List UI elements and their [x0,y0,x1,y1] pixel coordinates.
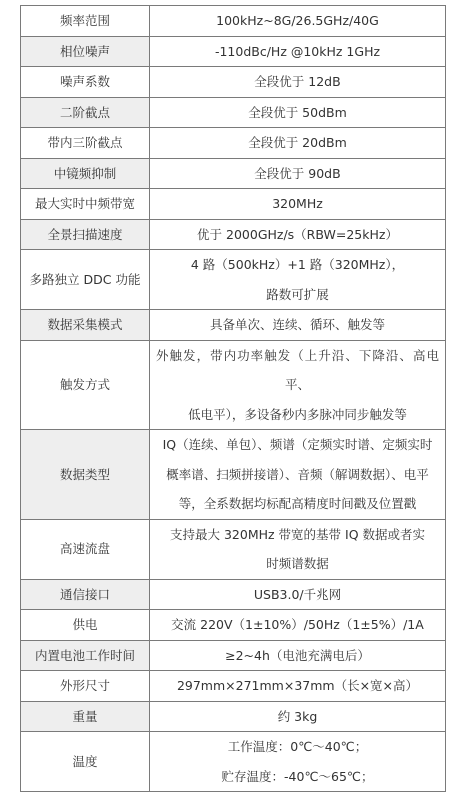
spec-label: 温度 [21,732,150,792]
spec-row [21,340,446,430]
spec-label: 多路独立 DDC 功能 [21,250,150,310]
spec-label: 噪声系数 [21,67,150,98]
spec-row [21,430,446,520]
spec-value [150,97,446,128]
spec-row [21,97,446,128]
spec-value-line: 时频谱数据 [266,556,329,571]
spec-row [21,36,446,67]
spec-label: 高速流盘 [21,519,150,579]
spec-value-line: 外触发，带内功率触发（上升沿、下降沿、高电平、 [156,347,439,392]
spec-value [150,340,446,430]
spec-label: 中镜频抑制 [21,158,150,189]
spec-row [21,640,446,671]
spec-label: 触发方式 [21,340,150,430]
spec-table [20,5,446,792]
spec-value-line: 全段优于 90dB [254,165,341,181]
spec-value [150,189,446,220]
spec-label: 重量 [21,701,150,732]
spec-label: 带内三阶截点 [21,128,150,159]
spec-value-line: 全段优于 12dB [254,74,341,89]
spec-label: 通信接口 [21,579,150,610]
spec-row [21,519,446,579]
spec-value [150,701,446,732]
spec-label: 数据类型 [21,430,150,520]
spec-row [21,250,446,310]
spec-row [21,610,446,641]
spec-row [21,310,446,341]
spec-value-line: IQ（连续、单包）、频谱（定频实时谱、定频实时 [162,437,433,452]
spec-row [21,671,446,702]
spec-value [150,640,446,671]
spec-value [150,6,446,37]
spec-value [150,430,446,520]
spec-value-line: USB3.0/千兆网 [253,586,342,602]
spec-row [21,6,446,37]
spec-value-line: 支持最大 320MHz 带宽的基带 IQ 数据或者实 [169,526,426,542]
spec-value-line: 工作温度：0℃～40℃； [227,739,368,754]
spec-row [21,701,446,732]
spec-value-line: -110dBc/Hz @10kHz 1GHz [214,43,381,59]
spec-value [150,671,446,702]
spec-value-line: 低电平），多设备秒内多脉冲同步触发等 [188,406,407,422]
spec-label: 频率范围 [21,6,150,37]
spec-value-line: 4 路（500kHz）+1 路（320MHz）， [190,257,405,272]
spec-label: 相位噪声 [21,36,150,67]
spec-value-line: 全段优于 20dBm [248,135,347,150]
spec-value-line: 297mm×271mm×37mm（长×宽×高） [176,678,419,693]
spec-value-line: 优于 2000GHz/s（RBW=25kHz） [197,226,398,242]
spec-value-line: 概率谱、扫频拼接谱）、音频（解调数据）、电平 [166,466,429,482]
spec-value [150,579,446,610]
spec-label: 数据采集模式 [21,310,150,341]
spec-value [150,519,446,579]
spec-value [150,158,446,189]
spec-value [150,250,446,310]
spec-label: 内置电池工作时间 [21,640,150,671]
spec-value-line: 100kHz~8G/26.5GHz/40G [216,13,379,28]
spec-row [21,732,446,792]
spec-value-line: ≥2~4h（电池充满电后） [225,647,370,663]
spec-row [21,219,446,250]
spec-value-line: 等，全系数据均标配高精度时间戳及位置戳 [178,496,417,511]
spec-value-line: 贮存温度：-40℃～65℃； [221,768,374,784]
spec-label: 二阶截点 [21,97,150,128]
spec-value [150,219,446,250]
spec-label: 外形尺寸 [21,671,150,702]
spec-label: 供电 [21,610,150,641]
spec-table-body [21,6,446,792]
spec-value-line: 全段优于 50dBm [248,104,347,120]
spec-value [150,67,446,98]
spec-value [150,732,446,792]
spec-row [21,158,446,189]
spec-value [150,610,446,641]
spec-value-line: 交流 220V（1±10%）/50Hz（1±5%）/1A [171,617,424,632]
spec-value-line: 路数可扩展 [266,286,329,302]
spec-value [150,310,446,341]
spec-row [21,128,446,159]
spec-row [21,67,446,98]
spec-label: 最大实时中频带宽 [21,189,150,220]
spec-value-line: 320MHz [272,196,323,211]
spec-row [21,189,446,220]
spec-value-line: 约 3kg [277,708,318,724]
spec-value [150,36,446,67]
spec-row [21,579,446,610]
spec-value-line: 具备单次、连续、循环、触发等 [209,317,385,332]
spec-label: 全景扫描速度 [21,219,150,250]
spec-value [150,128,446,159]
